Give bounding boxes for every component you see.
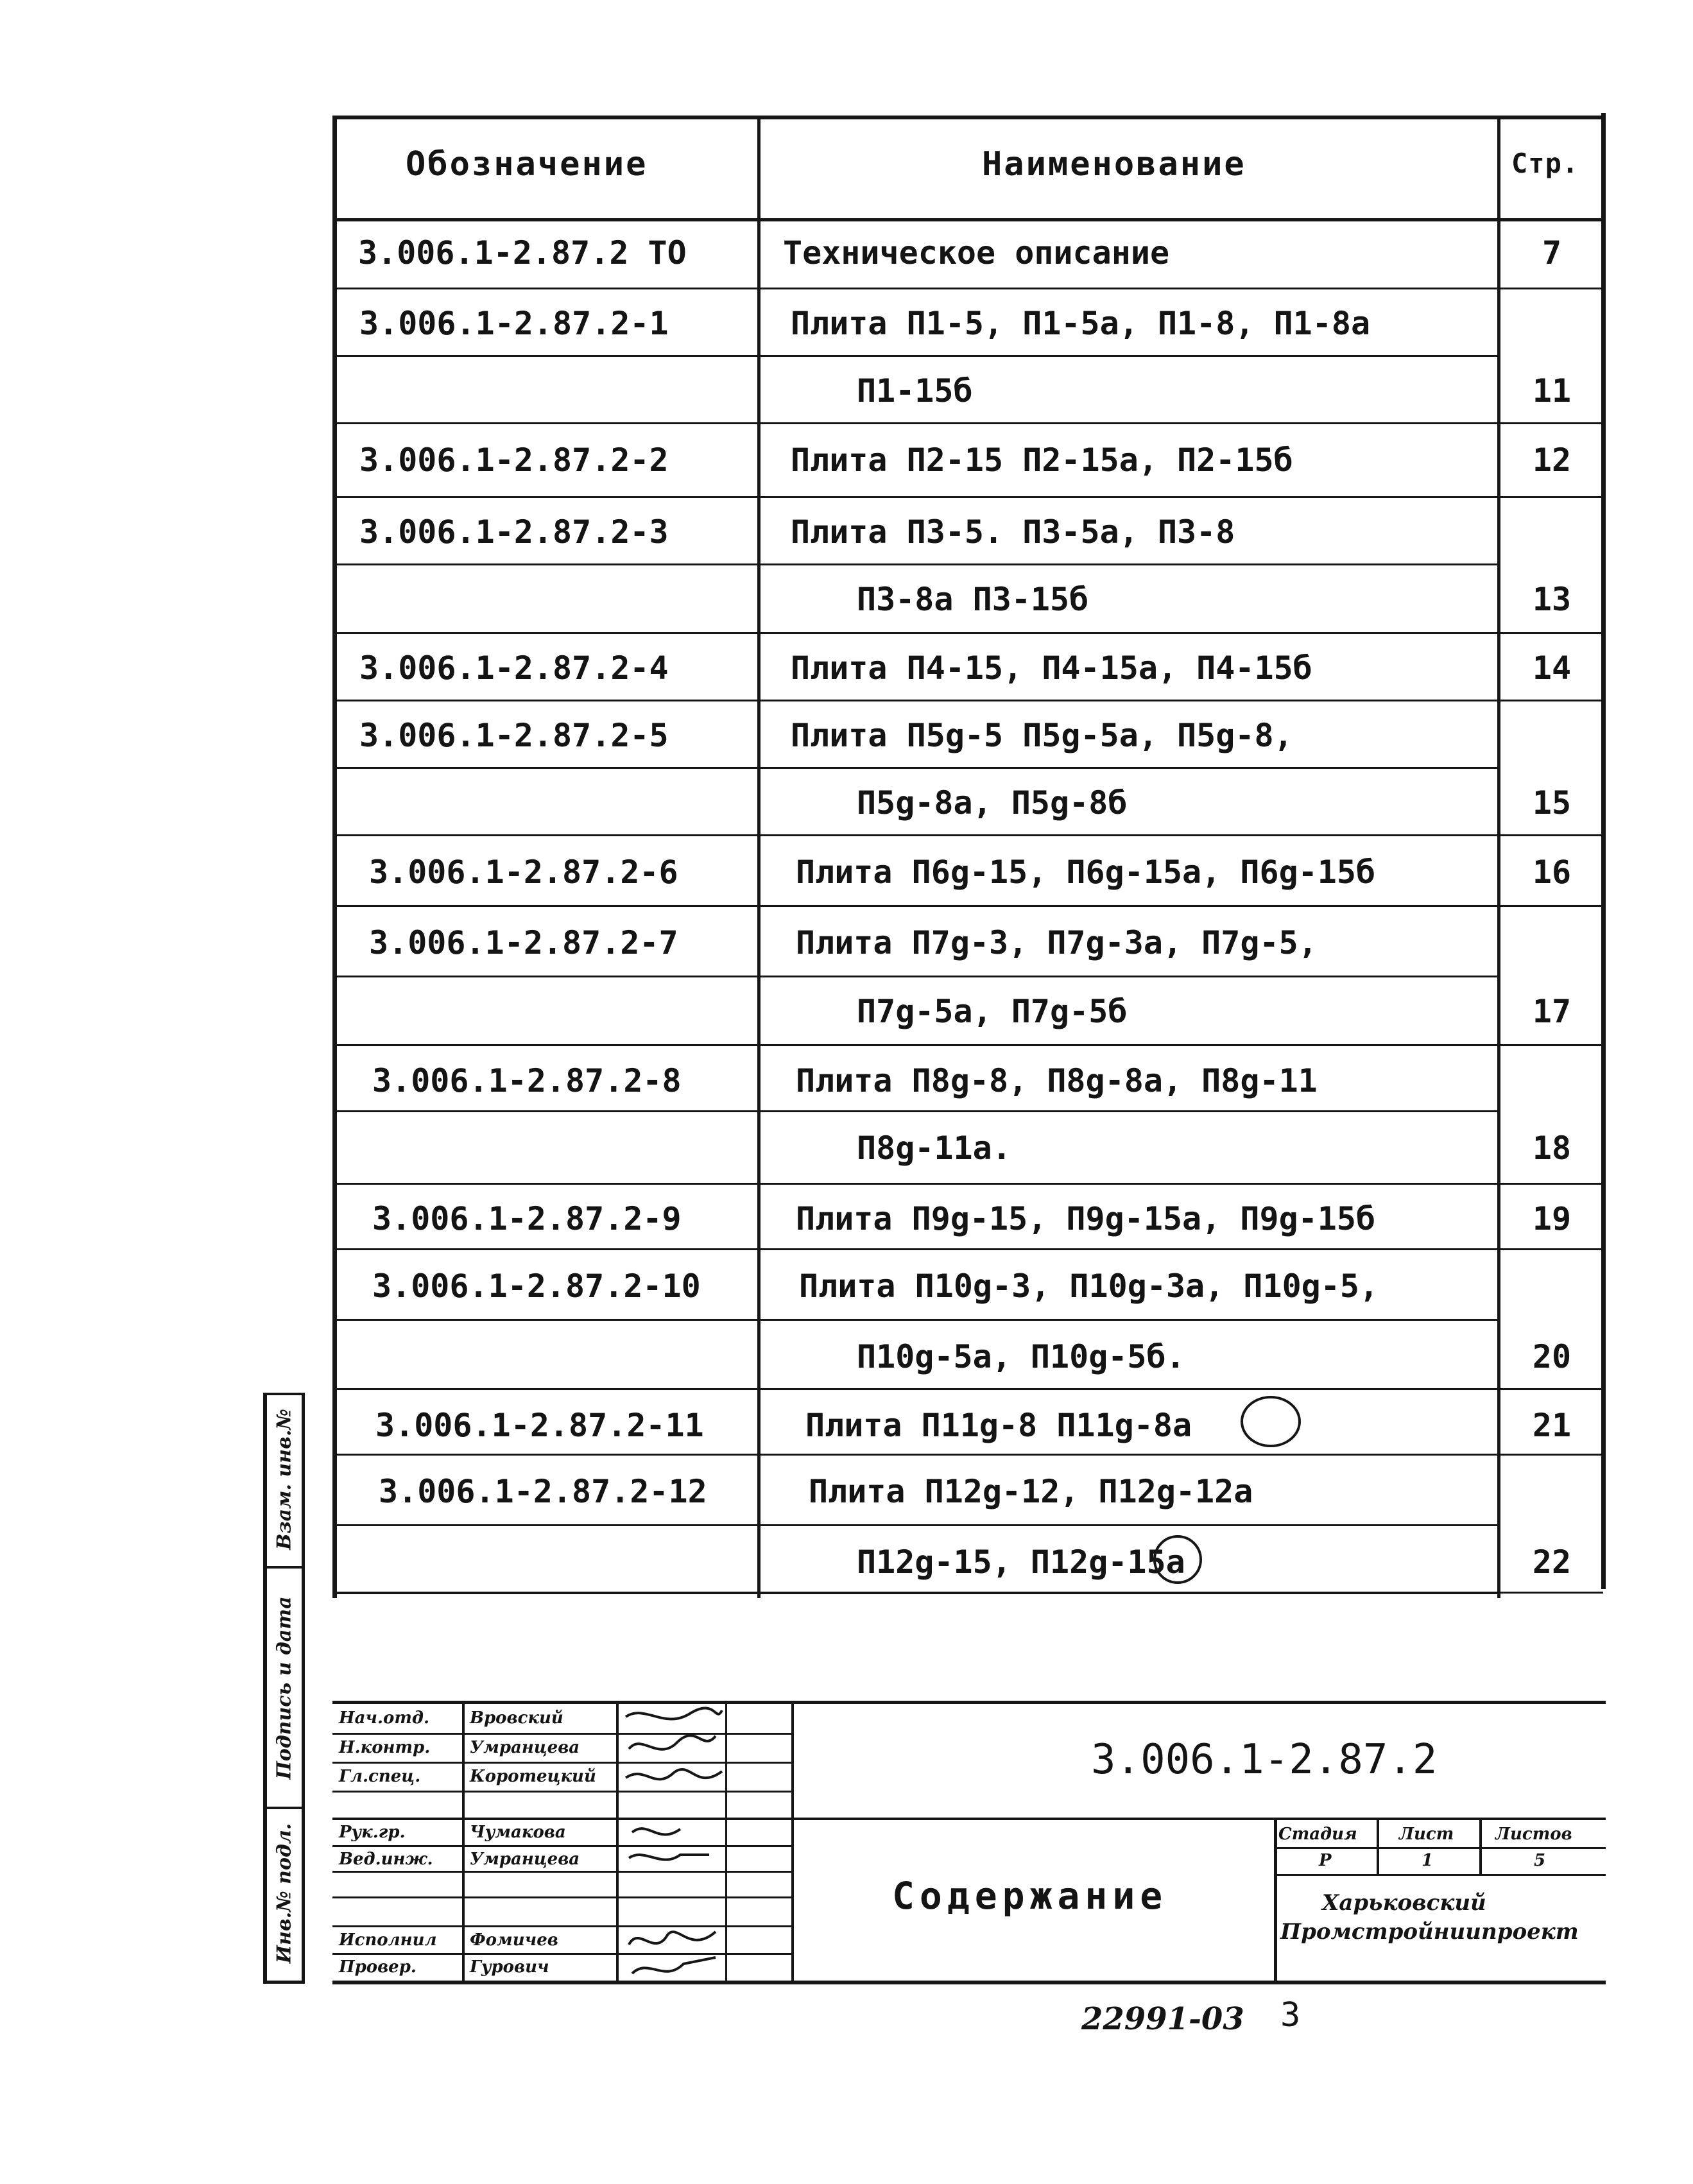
stamp-name-5: Умранцева [470, 1850, 580, 1869]
row-20-name: П12g-15, П12g-15а [857, 1543, 1185, 1581]
row-4-name: Плита П2-15 П2-15а, П2-15б [791, 442, 1293, 479]
row-17-page: 20 [1532, 1338, 1572, 1375]
row-11-name: Плита П7g-3, П7g-3а, П7g-5, [796, 924, 1318, 961]
row-5-code: 3.006.1-2.87.2-3 [359, 513, 669, 551]
row-1-page: 7 [1542, 234, 1562, 271]
row-1-name: Техническое описание [783, 234, 1170, 271]
row-4-code: 3.006.1-2.87.2-2 [359, 442, 669, 479]
row-10-code: 3.006.1-2.87.2-6 [369, 854, 678, 891]
row-17-name: П10g-5а, П10g-5б. [857, 1338, 1185, 1375]
row-7-code: 3.006.1-2.87.2-4 [359, 649, 669, 687]
stamp-sheets-value: 5 [1534, 1851, 1546, 1870]
row-6-page: 13 [1532, 581, 1572, 618]
stamp-sheet-value: 1 [1422, 1851, 1434, 1870]
stamp-name-1: Вровский [470, 1708, 563, 1728]
row-12-name: П7g-5а, П7g-5б [857, 993, 1128, 1030]
correction-circle-2 [1149, 1531, 1207, 1588]
header-designation: Обозначение [406, 145, 648, 184]
row-9-name: П5g-8а, П5g-8б [857, 784, 1128, 821]
row-15-page: 19 [1532, 1200, 1572, 1237]
row-13-code: 3.006.1-2.87.2-8 [372, 1062, 682, 1099]
row-10-name: Плита П6g-15, П6g-15а, П6g-15б [796, 854, 1376, 891]
row-4-page: 12 [1532, 442, 1572, 479]
stamp-role-8: Провер. [339, 1957, 417, 1977]
header-name: Наименование [982, 145, 1246, 184]
row-1-code: 3.006.1-2.87.2 ТО [358, 234, 687, 271]
stamp-name-4: Чумакова [470, 1823, 566, 1842]
stamp-organization-1: Харьковский [1322, 1890, 1486, 1916]
row-8-name: Плита П5g-5 П5g-5а, П5g-8, [791, 717, 1293, 754]
row-20-page: 22 [1532, 1543, 1572, 1581]
row-13-name: Плита П8g-8, П8g-8а, П8g-11 [796, 1062, 1318, 1099]
stamp-stage-value: Р [1319, 1851, 1332, 1870]
stamp-role-3: Гл.спец. [339, 1767, 421, 1786]
stamp-sheets-label: Листов [1495, 1825, 1572, 1844]
correction-circle-1 [1235, 1393, 1306, 1450]
row-15-code: 3.006.1-2.87.2-9 [372, 1200, 682, 1237]
header-page: Стр. [1511, 148, 1579, 179]
stamp-name-2: Умранцева [470, 1738, 580, 1757]
row-5-name: Плита П3-5. П3-5а, П3-8 [791, 513, 1235, 551]
row-2-name: Плита П1-5, П1-5а, П1-8, П1-8а [791, 305, 1371, 342]
stamp-stage-label: Стадия [1278, 1825, 1357, 1844]
stamp-role-5: Вед.инж. [339, 1850, 433, 1869]
row-19-code: 3.006.1-2.87.2-12 [379, 1473, 707, 1510]
stamp-doc-title: Содержание [892, 1874, 1168, 1918]
row-11-code: 3.006.1-2.87.2-7 [369, 924, 678, 961]
stamp-name-3: Коротецкий [470, 1767, 596, 1786]
archive-number: 22991-03 [1081, 2001, 1244, 2037]
side-label-replace: Взам. инв.№ [273, 1409, 296, 1550]
row-12-page: 17 [1532, 993, 1572, 1030]
row-2-code: 3.006.1-2.87.2-1 [359, 305, 669, 342]
side-label-signature: Подпись и дата [273, 1596, 296, 1780]
stamp-sheet-label: Лист [1399, 1825, 1454, 1844]
stamp-name-8: Гурович [470, 1957, 549, 1977]
stamp-name-7: Фомичев [470, 1930, 558, 1950]
stamp-doc-code: 3.006.1-2.87.2 [1091, 1736, 1438, 1784]
page-number: 3 [1280, 1996, 1301, 2034]
row-18-code: 3.006.1-2.87.2-11 [375, 1407, 704, 1444]
row-15-name: Плита П9g-15, П9g-15а, П9g-15б [796, 1200, 1376, 1237]
row-7-name: Плита П4-15, П4-15а, П4-15б [791, 649, 1312, 687]
row-3-name: П1-15б [857, 372, 973, 409]
stamp-role-1: Нач.отд. [339, 1708, 430, 1728]
row-7-page: 14 [1532, 649, 1572, 687]
stamp-role-4: Рук.гр. [339, 1823, 406, 1842]
side-label-inventory: Инв.№ подл. [273, 1823, 296, 1964]
row-9-page: 15 [1532, 784, 1572, 821]
row-10-page: 16 [1532, 854, 1572, 891]
stamp-role-7: Исполнил [339, 1930, 437, 1950]
row-19-name: Плита П12g-12, П12g-12а [809, 1473, 1253, 1510]
stamp-role-2: Н.контр. [339, 1738, 431, 1757]
row-18-name: Плита П11g-8 П11g-8а [805, 1407, 1192, 1444]
row-18-page: 21 [1532, 1407, 1572, 1444]
row-14-page: 18 [1532, 1130, 1572, 1167]
row-16-name: Плита П10g-3, П10g-3а, П10g-5, [799, 1268, 1379, 1305]
row-8-code: 3.006.1-2.87.2-5 [359, 717, 669, 754]
row-3-page: 11 [1532, 372, 1572, 409]
row-14-name: П8g-11а. [857, 1130, 1011, 1167]
signature-scribbles [619, 1701, 728, 1983]
stamp-organization-2: Промстройниипроект [1280, 1919, 1579, 1945]
row-6-name: П3-8а П3-15б [857, 581, 1089, 618]
row-16-code: 3.006.1-2.87.2-10 [372, 1268, 701, 1305]
